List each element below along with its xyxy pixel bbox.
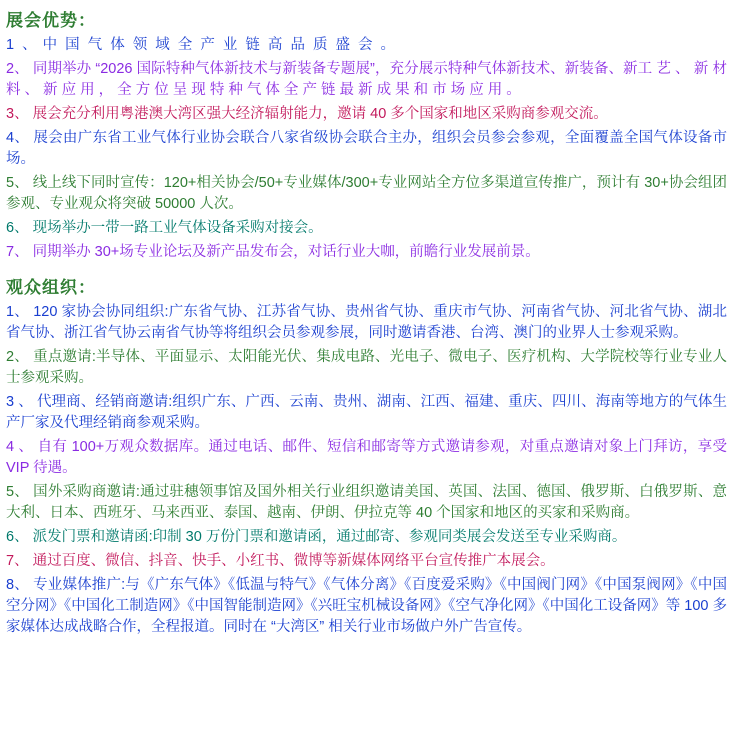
item-number: 3、: [6, 106, 29, 122]
item-text: 线上线下同时宣传：120+相关协会/50+专业媒体/300+专业网站全方位多渠道宣传推广，预计有 30+协会组团参观、专业观众将突破 50000 人次。: [6, 175, 727, 212]
item-text: 120 家协会协同组织:广东省气协、江苏省气协、贵州省气协、重庆市气协、河南省气协、河北省气协、湖北省气协、浙江省气协云南省气协等将组织会员参观参展，同时邀请香港、台湾、澳门的业界人士参观采购。: [6, 304, 727, 341]
item-number: 4、: [6, 130, 30, 146]
item-number: 5、: [6, 484, 29, 500]
list-item: [6, 35, 727, 56]
list-item: [6, 482, 727, 524]
item-text: 展会由广东省工业气体行业协会联合八家省级协会联合主办，组织会员参会参观，全面覆盖全国气体设备市场。: [6, 130, 727, 167]
list-item: [6, 218, 727, 239]
item-number: 6、: [6, 529, 29, 545]
list-item: [6, 392, 727, 434]
item-text: 派发门票和邀请函:印制 30 万份门票和邀请函，通过邮寄、参观同类展会发送至专业采购商。: [32, 529, 627, 545]
item-number: 3 、: [6, 394, 33, 410]
list-item: [6, 551, 727, 572]
list-item: [6, 173, 727, 215]
item-text: 代理商、经销商邀请:组织广东、广西、云南、贵州、湖南、江西、福建、重庆、四川、海南等地方的气体生产厂家及代理经销商参观采购。: [6, 394, 728, 431]
list-item: [6, 242, 727, 263]
list-item: [6, 527, 727, 548]
list-item: [6, 347, 727, 389]
item-text: 同期举办 30+场专业论坛及新产品发布会，对话行业大咖，前瞻行业发展前景。: [32, 244, 540, 260]
item-text: 自有 100+万观众数据库。通过电话、邮件、短信和邮寄等方式邀请参观，对重点邀请对象上门拜访，享受 VIP 待遇。: [6, 439, 728, 476]
list-item: [6, 128, 727, 170]
section-heading-audience: 观众组织：: [6, 278, 96, 297]
list-item: [6, 302, 727, 344]
item-number: 4 、: [6, 439, 34, 455]
item-number: 6、: [6, 220, 29, 236]
item-number: 7、: [6, 553, 29, 569]
section-heading-advantages: 展会优势：: [6, 11, 96, 30]
list-item: [6, 104, 727, 125]
item-text: 现场举办一带一路工业气体设备采购对接会。: [32, 220, 323, 236]
item-number: 8、: [6, 577, 29, 593]
item-text: 专业媒体推广:与《广东气体》《低温与特气》《气体分离》《百度爱采购》《中国阀门网》《中国泵阀网》《中国空分网》《中国化工制造网》《中国智能制造网》《兴旺宝机械设备网》《空气净化网》《中国化工设备网》等 100 多家媒体达成战略合作，全程报道。同时在 “大湾区” 相关行业市场做户外广告宣传。: [6, 577, 727, 635]
item-text: 通过百度、微信、抖音、快手、小红书、微博等新媒体网络平台宣传推广本展会。: [32, 553, 555, 569]
item-number: 1、: [6, 304, 29, 320]
item-number: 5、: [6, 175, 29, 191]
item-text: 重点邀请:半导体、平面显示、太阳能光伏、集成电路、光电子、微电子、医疗机构、大学院校等行业专业人士参观采购。: [6, 349, 727, 386]
list-item: [6, 59, 727, 101]
item-number: 1 、: [6, 37, 39, 53]
item-number: 7、: [6, 244, 29, 260]
list-item: [6, 575, 727, 638]
item-text: 同期举办 “2026 国际特种气体新技术与新装备专题展”，充分展示特种气体新技术、新装备、新工 艺 、 新 材 料 、 新 应 用 ， 全 方 位 呈 现 特 种 气 体 全 产 链 最 新 成 果 和 市 场 应 用 。: [6, 61, 727, 98]
item-number: 2、: [6, 349, 29, 365]
item-text: 展会充分利用粤港澳大湾区强大经济辐射能力，邀请 40 多个国家和地区采购商参观交流。: [32, 106, 608, 122]
list-item: [6, 437, 727, 479]
item-number: 2、: [6, 61, 29, 77]
item-text: 国外采购商邀请:通过驻穗领事馆及国外相关行业组织邀请美国、英国、法国、德国、俄罗斯、白俄罗斯、意大利、日本、西班牙、马来西亚、泰国、越南、伊朗、伊拉克等 40 个国家和地区的买家和采购商。: [6, 484, 727, 521]
item-text: 中 国 气 体 领 域 全 产 业 链 高 品 质 盛 会 。: [42, 37, 398, 53]
